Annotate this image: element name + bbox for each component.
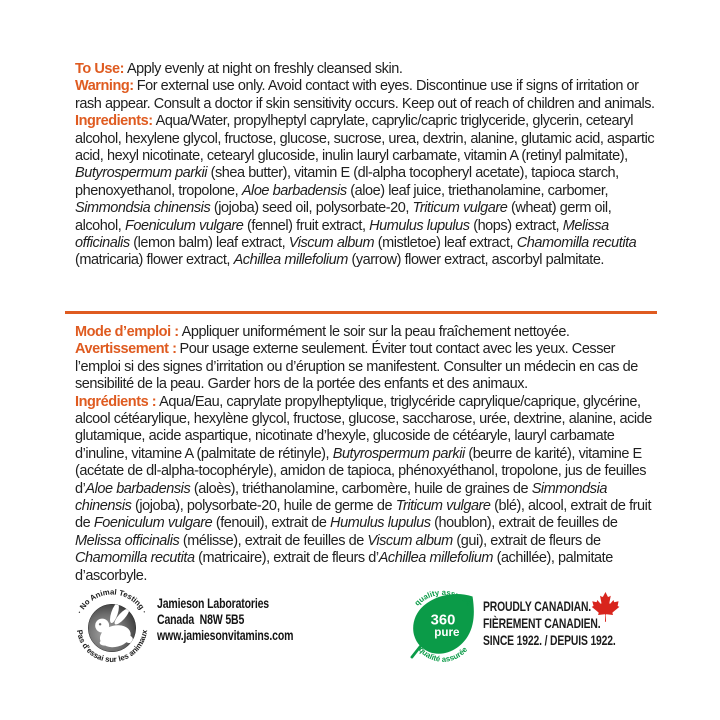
pure360-arc-bottom-text: qualité assurée [416,645,470,664]
to-use-label: To Use: [75,61,124,77]
pure360-word: pure [434,626,460,640]
latin-name: Butyrospermum parkii [75,165,208,182]
ingredient-text: (houblon), extrait de feuilles de [430,515,618,532]
ingredient-text: (matricaire), extrait de fleurs d’ [194,550,379,567]
pure360-number: 360 [430,612,456,629]
ingredient-text: (fennel) fruit extract, [243,217,370,234]
ingredient-text: (beurre de karité), vitamine E (acétate de dl-alpha-tocophéryle), amidon de tapioca, phénoxyéthanol, tropolone, jus de feuilles d’ [75,445,647,497]
latin-name: Melissa officinalis [75,532,180,549]
section-divider [65,311,657,314]
latin-name: Butyrospermum parkii [332,445,465,462]
since-1922: SINCE 1922. / DEPUIS 1922. [483,631,616,648]
ingredient-text: (jojoba), polysorbate-20, huile de germe de [131,498,396,515]
ingredient-text: (shea butter), vitamin E (dl-alpha tocopheryl acetate), tapioca starch, phenoxyethanol, tropolone, [75,165,619,199]
ingredients-label: Ingredients: [75,113,153,130]
latin-name: Humulus lupulus [330,515,431,532]
ingredient-text: Aqua/Eau, caprylate propylheptylique, triglycéride caprylique/caprique, glycérine, alcool cétéarylique, hexylène glycol, fructose, glucose, saccharose, urée, dextrine, alanine, acide glutamique, acide aspartique, nicotinate d’hexyle, glucoside de cétéaryle, lauryl carbamate d’inuline, vitamine A (palmitate de rétinyle), [75,393,652,462]
ingredient-text: (jojoba) seed oil, polysorbate-20, [210,200,413,217]
maple-leaf-icon [589,592,622,625]
ingredient-text: (hops) extract, [469,217,563,234]
french-text-block [75,324,657,585]
warning-text: For external use only. Avoid contact with eyes. Discontinue use if signs of irritation or rash appear. Consult a doctor if skin sensitivity occurs. Keep out of reach of children and animals. [75,78,655,112]
mode-emploi-paragraph [75,324,657,341]
warning-paragraph [75,78,657,113]
latin-name: Simmondsia chinensis [75,200,211,217]
latin-name: Achillea millefolium [378,550,493,567]
latin-name: Chamomilla recutita [516,235,637,252]
company-website: www.jamiesonvitamins.com [157,628,294,643]
ingredient-text: (mistletoe) leaf extract, [374,235,517,252]
latin-name: Foeniculum vulgare [124,217,244,234]
latin-name: Aloe barbadensis [85,480,191,497]
company-location: Canada N8W 5B5 [157,612,245,627]
latin-name: Simmondsia chinensis [75,480,607,515]
no-animal-testing-stamp [71,587,153,669]
to-use-paragraph [75,61,657,78]
ingredient-text: (matricaria) flower extract, [75,252,234,269]
ingredient-text: Aqua/Water, propylheptyl caprylate, caprylic/capric triglyceride, glycerin, cetearyl alcohol, hexylene glycol, fructose, glucose, sucrose, urea, dextrin, alanine, glutamic acid, aspartic acid, hexyl nicotinate, cetearyl glucoside, inulin lauryl carbamate, vitamin A (retinyl palmitate), [75,113,655,165]
ingredients-fr-paragraph [75,394,657,585]
warning-label: Warning: [75,78,134,95]
latin-name: Aloe barbadensis [241,182,347,199]
ingredient-text: (mélisse), extrait de feuilles de [179,532,368,549]
latin-name: Viscum album [288,235,375,252]
rabbit-eye [99,623,101,625]
latin-name: Chamomilla recutita [75,550,195,567]
company-name: Jamieson Laboratories [157,596,270,611]
avertissement-text: Pour usage externe seulement. Éviter tout contact avec les yeux. Cesser l’emploi si des signes d’irritation ou d’éruption se manifestent. Consulter un médecin en cas de sensibilité de la peau. Garder hors de la portée des enfants et des animaux. [75,341,638,393]
ingredient-text: (fenouil), extrait de [212,515,331,532]
360-pure-stamp [401,587,485,665]
pure360-arc-top-text: quality assured [412,587,474,608]
proudly-canadian-fr: FIÈREMENT CANADIEN. [483,614,601,631]
ingredient-text: (blé), alcool, extrait de fruit de [75,498,652,532]
english-text-block [75,61,657,270]
proudly-canadian-en: PROUDLY CANADIAN. [483,598,592,614]
ingredients-fr-text [75,394,652,584]
mode-emploi-text: Appliquer uniformément le soir sur la peau fraîchement nettoyée. [181,324,570,340]
latin-name: Achillea millefolium [233,252,348,269]
stamp-arc-top-text: · No Animal Testing · [75,587,149,616]
latin-name: Viscum album [367,532,453,549]
ingredient-text: (aloe) leaf juice, triethanolamine, carbomer, [346,182,609,199]
ingredient-text: (wheat) germ oil, alcohol, [75,200,612,234]
latin-name: Triticum vulgare [412,200,508,217]
mode-emploi-label: Mode d’emploi : [75,324,179,340]
ingredient-text: (yarrow) flower extract, ascorbyl palmitate. [347,252,605,269]
ingredients-fr-label: Ingrédients : [75,393,157,410]
to-use-text: Apply evenly at night on freshly cleansed skin. [126,61,403,77]
ingredients-text [75,113,654,268]
ingredient-text: (aloès), triéthanolamine, carbomère, huile de graines de [190,480,532,497]
ingredient-text: (gui), extrait de fleurs de [452,532,601,549]
stamp-arc-bottom-text: Pas d’essai sur les animaux [74,629,150,665]
ingredient-text: (achillée), palmitate d’ascorbyle. [75,550,613,584]
company-address [157,596,293,644]
latin-name: Humulus lupulus [369,217,470,234]
latin-name: Foeniculum vulgare [93,515,213,532]
ingredient-text: (lemon balm) leaf extract, [129,235,289,252]
ingredients-paragraph [75,113,657,270]
latin-name: Melissa officinalis [75,217,609,252]
avertissement-label: Avertissement : [75,341,177,358]
latin-name: Triticum vulgare [395,498,491,515]
avertissement-paragraph [75,341,657,393]
